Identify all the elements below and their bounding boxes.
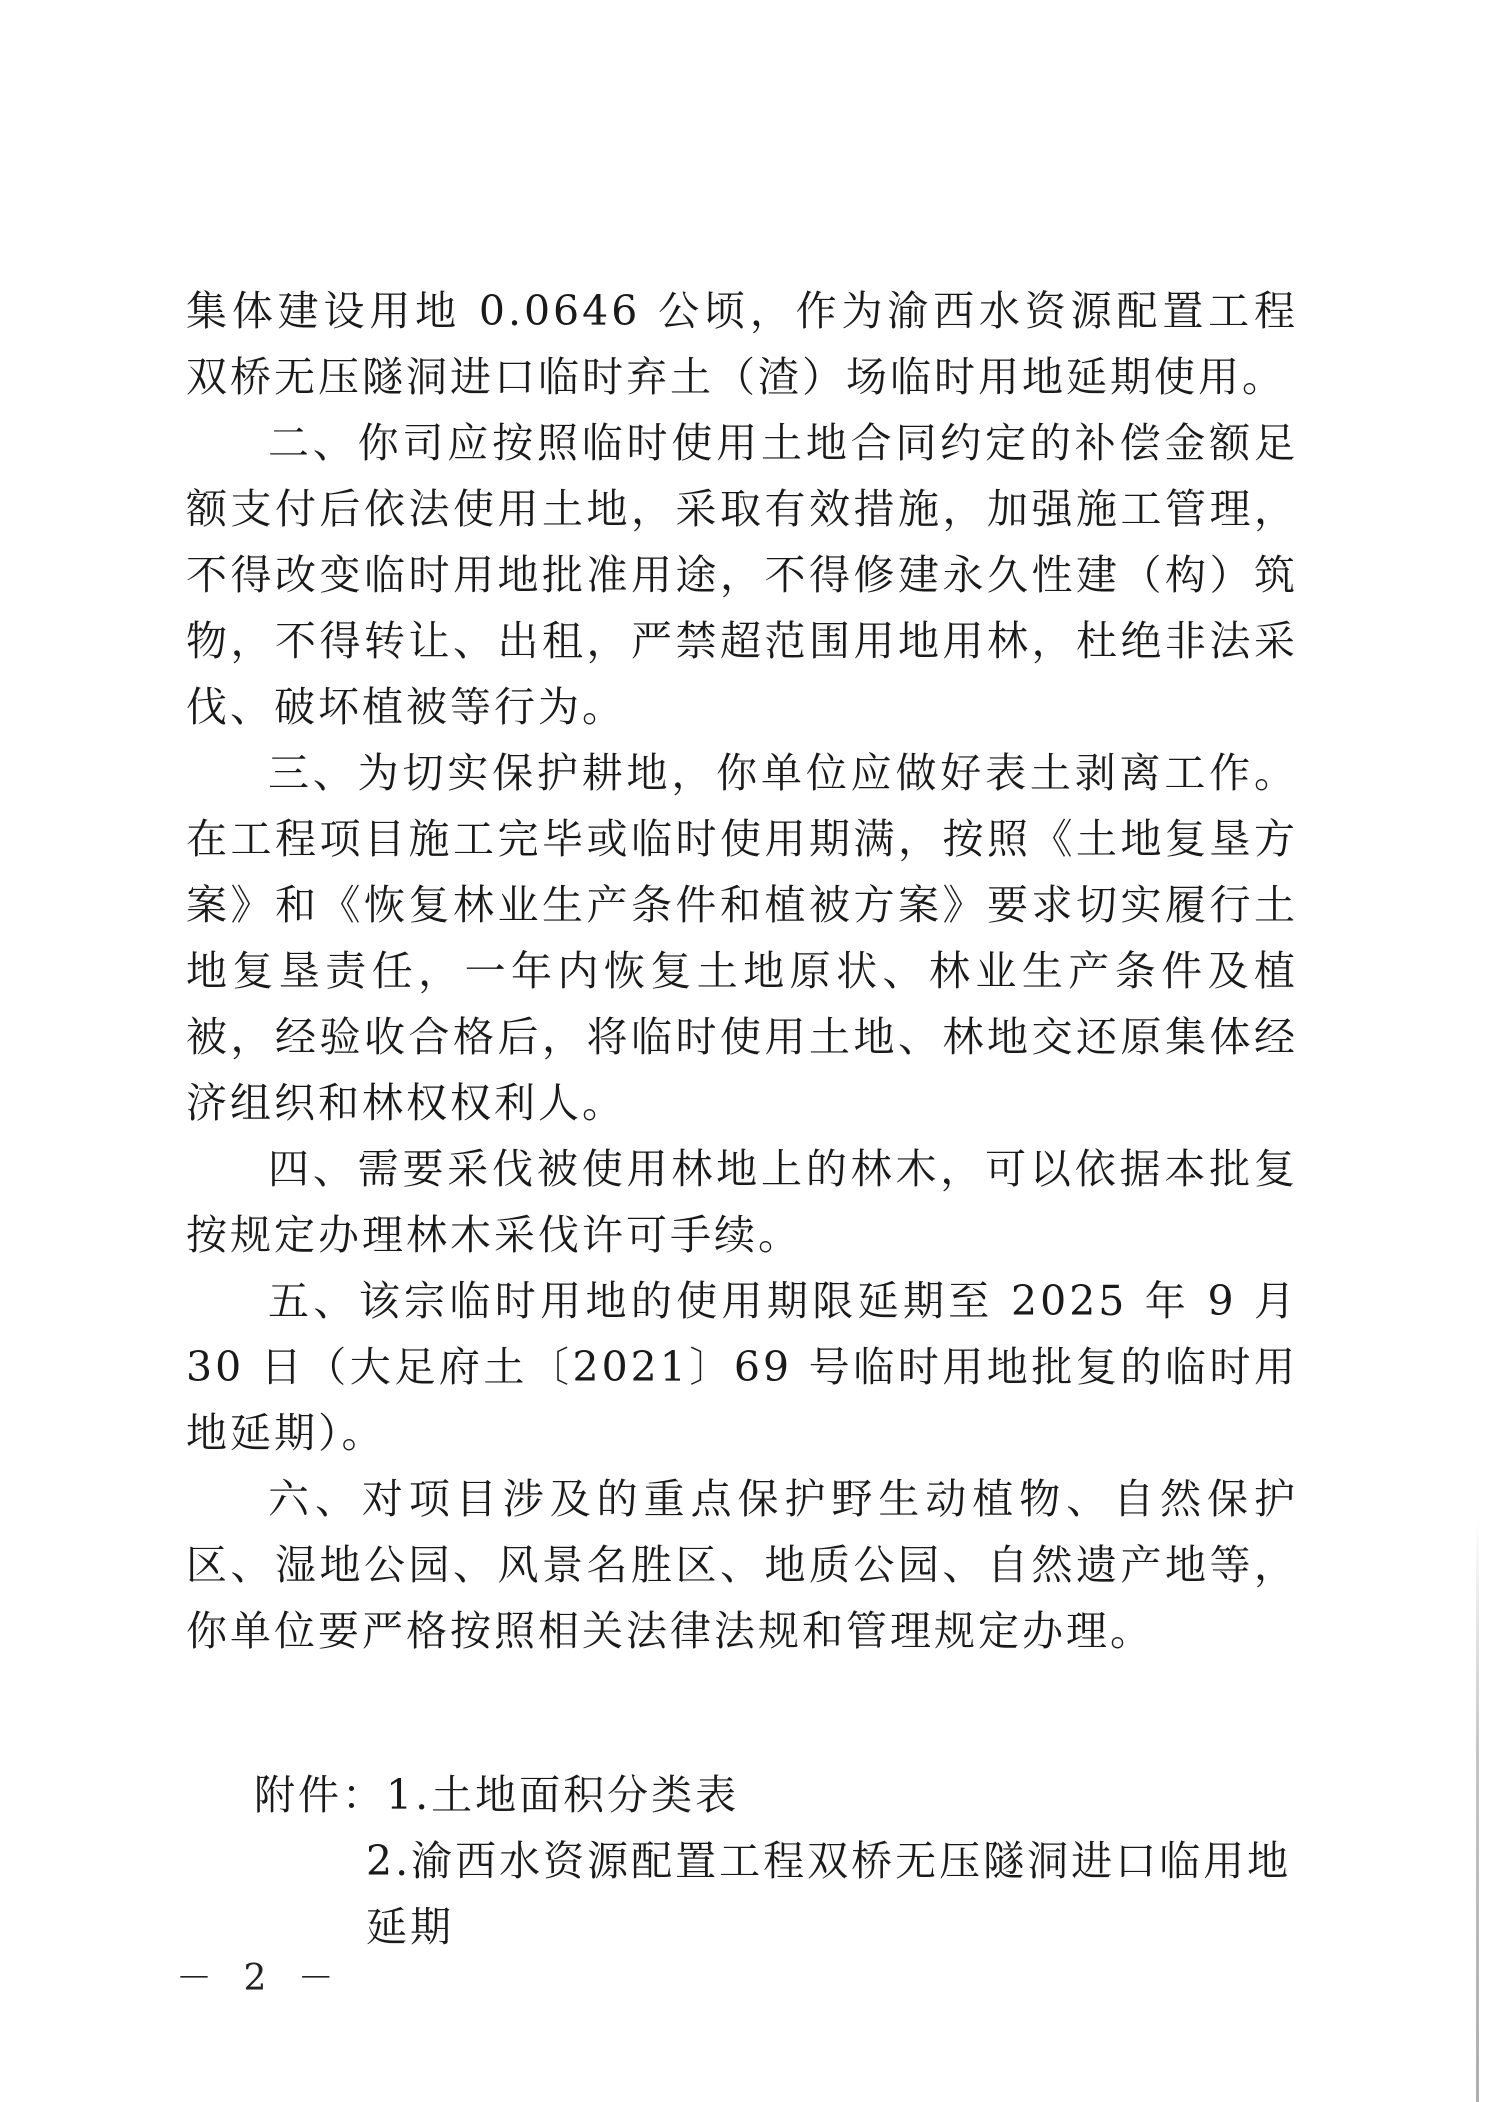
paragraph-item-4: 四、需要采伐被使用林地上的林木，可以依据本批复按规定办理林木采伐许可手续。 <box>186 1145 1298 1259</box>
attachments-label: 附件： <box>254 1771 386 1819</box>
paragraph-item-5: 五、该宗临时用地的使用期限延期至 2025 年 9 月 30 日（大足府土〔2021〕69 号临时用地批复的临时用地延期）。 <box>186 1277 1298 1457</box>
attachment-line-1 <box>186 1762 1298 1828</box>
paragraph-continuation: 集体建设用地 0.0646 公顷，作为渝西水资源配置工程双桥无压隧洞进口临时弃土（渣）场临时用地延期使用。 <box>186 287 1298 401</box>
scan-edge-shadow <box>1476 1520 1479 2102</box>
attachments-section <box>186 1762 1298 1960</box>
document-body <box>186 278 1298 1664</box>
attachment-item-1: 1.土地面积分类表 <box>386 1771 740 1819</box>
attachment-item-2: 2.渝西水资源配置工程双桥无压隧洞进口临用地延期 <box>366 1837 1292 1951</box>
paragraph-item-6: 六、对项目涉及的重点保护野生动植物、自然保护区、湿地公园、风景名胜区、地质公园、自然遗产地等，你单位要严格按照相关法律法规和管理规定办理。 <box>186 1475 1298 1655</box>
page-number: － 2 － <box>176 1958 344 1999</box>
paragraph-item-3: 三、为切实保护耕地，你单位应做好表土剥离工作。在工程项目施工完毕或临时使用期满，按照《土地复垦方案》和《恢复林业生产条件和植被方案》要求切实履行土地复垦责任，一年内恢复土地原状、林业生产条件及植被，经验收合格后，将临时使用土地、林地交还原集体经济组织和林权权利人。 <box>186 749 1298 1127</box>
paragraph-item-2: 二、你司应按照临时使用土地合同约定的补偿金额足额支付后依法使用土地，采取有效措施，加强施工管理，不得改变临时用地批准用途，不得修建永久性建（构）筑物，不得转让、出租，严禁超范围用地用林，杜绝非法采伐、破坏植被等行为。 <box>186 419 1298 731</box>
